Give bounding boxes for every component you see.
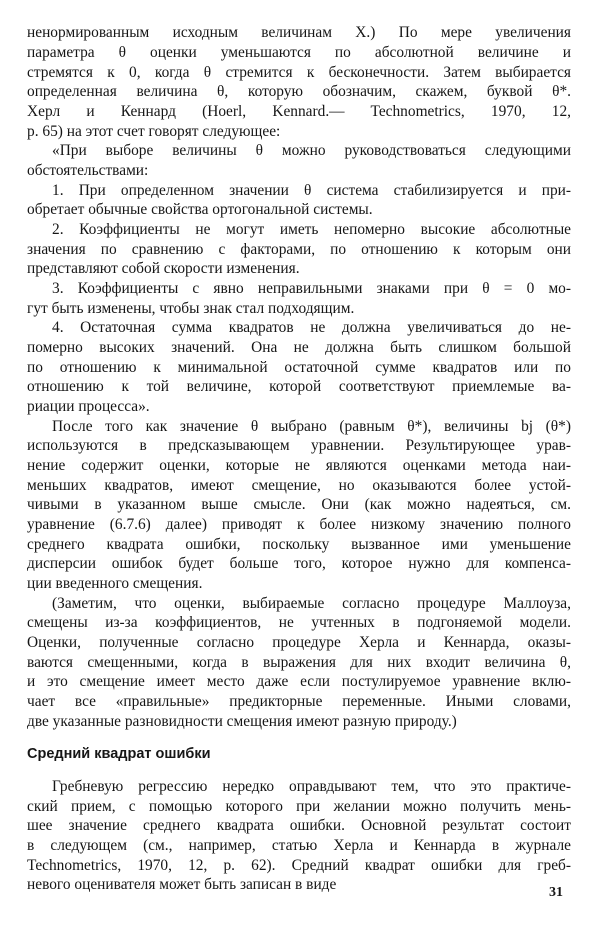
text-line: чает все «правильные» предикторные переменные. Иными словами, [27,693,571,710]
text-line: используются в предсказывающем уравнении. Результирующее урав- [27,437,571,454]
text-line: чивыми в указанном выше смысле. Они (как можно надеяться, см. [27,496,571,513]
text-line: ненормированным исходным величинам X.) По мере увеличения [27,24,571,41]
text-line: После того как значение θ выбрано (равным θ*), величины bj (θ*) [52,418,571,435]
text-line: «При выборе величины θ можно руководствоваться следующими [52,142,571,159]
text-line: значения по сравнению с факторами, по отношению к которым они [27,241,571,258]
text-line: две указанные разновидности смещения имеют разную природу.) [27,713,457,730]
text-line: р. 65) на этот счет говорят следующее: [27,123,281,140]
text-line: представляют собой скорости изменения. [27,260,300,277]
text-line: Херл и Кеннард (Hoerl, Kennard.— Technometrics, 1970, 12, [27,103,571,120]
text-line: дисперсии ошибок будет больше того, которое нужно для компенса- [27,555,571,572]
text-line: определенная величина θ, которую обозначим, скажем, буквой θ*. [27,83,571,100]
text-line: уравнение (6.7.6) далее) приводят к более низкому значению полного [27,516,571,533]
text-line: параметра θ оценки уменьшаются по абсолютной величине и [27,44,571,61]
text-line: ский прием, с помощью которого при желании можно получить мень- [27,798,571,815]
text-line: нение содержит оценки, которые не являются оценками метода наи- [27,457,571,474]
text-line: стремятся к 0, когда θ стремится к бесконечности. Затем выбирается [27,64,571,81]
text-line: (Заметим, что оценки, выбираемые согласно процедуре Маллоуза, [52,595,571,612]
text-line: 2. Коэффициенты не могут иметь непомерно высокие абсолютные [52,221,571,238]
text-line: Оценки, полученные согласно процедуре Херла и Кеннарда, оказы- [27,634,571,651]
text-line: и это смещение имеет место даже если постулируемое уравнение вклю- [27,673,571,690]
section-heading: Средний квадрат ошибки [27,746,211,762]
text-line: 3. Коэффициенты с явно неправильными знаками при θ = 0 мо- [52,280,571,297]
text-line: меньших квадратов, имеют смещение, но оказываются более устой- [27,477,571,494]
text-line: Technometrics, 1970, 12, р. 62). Средний квадрат ошибки для греб- [27,857,571,874]
text-line: шее значение среднего квадрата ошибки. Основной результат состоит [27,817,571,834]
text-line: гут быть изменены, чтобы знак стал подходящим. [27,300,355,317]
text-line: померно высоких значений. Она не должна быть слишком большой [27,339,571,356]
page-number: 31 [549,885,563,900]
text-line: Гребневую регрессию нередко оправдывают тем, что это практиче- [52,778,571,795]
text-line: по отношению к минимальной остаточной сумме квадратов или по [27,359,571,376]
text-line: смещены из-за коэффициентов, не учтенных в подгоняемой модели. [27,614,571,631]
text-line: отношению к той величине, которой соответствуют приемлемые ва- [27,378,571,395]
text-line: в следующем (см., например, статью Херла и Кеннарда в журнале [27,837,571,854]
text-line: ваются смещенными, когда в выражения для них входит величина θ, [27,654,571,671]
text-line: невого оценивателя может быть записан в виде [27,876,337,893]
text-line: риации процесса». [27,398,150,415]
text-line: ции введенного смещения. [27,575,203,592]
text-line: обретает обычные свойства ортогональной системы. [27,201,373,218]
text-line: среднего квадрата ошибки, поскольку вызванное ими уменьшение [27,536,571,553]
text-line: 1. При определенном значении θ система стабилизируется и при- [52,182,571,199]
text-line: 4. Остаточная сумма квадратов не должна увеличиваться до не- [52,319,571,336]
text-line: обстоятельствами: [27,162,149,179]
